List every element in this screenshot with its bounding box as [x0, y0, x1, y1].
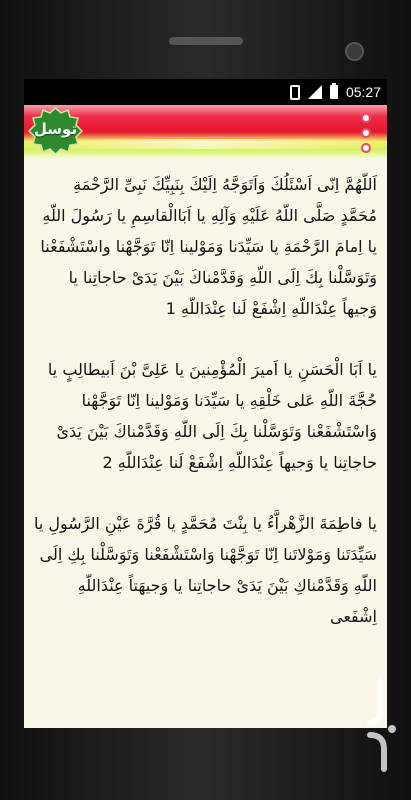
menu-dot-icon: [361, 113, 371, 123]
overflow-menu-button[interactable]: [359, 113, 373, 153]
vibrate-icon: [290, 85, 300, 100]
front-camera: [345, 42, 364, 61]
logo-text: توسل: [33, 120, 78, 138]
app-logo[interactable]: [28, 107, 83, 155]
bazaar-logo-icon: [360, 671, 400, 779]
battery-icon: [330, 85, 338, 99]
prayer-text-scroll[interactable]: [24, 159, 387, 728]
prayer-paragraph-3: یا فاطِمَةَ الزَّهْراَّءُ یا بِنْتَ مُحَمَّدٍ یا قُرَّةَ عَیْنِ الرَّسُولِ یا سَیِّدَتَنا وَمَوْلاتَنا اِنّا تَوَجَّهْنا وَاسْتَشْفَعْنا وَتَوَسَّلْنا بِكِ اِلَى اللّهِ وَقَدَّمْناكِ بَیْنَ یَدَیْ حاجاتِنا یا وَجیهَتاً عِنْدَاللّهِ اِشْفَعی: [33, 514, 377, 626]
prayer-paragraph-2: یا اَبَا الْحَسَنِ یا اَمیرَ الْمُؤْمِنینَ یا عَلِیَّ بْنَ اَبیطالِبٍ یا حُجَّةَ اللّهِ عَلى خَلْقِهِ یا سَیِّدَنا وَمَوْلینا اِنّا تَوَجَّهْنا وَاسْتَشْفَعْنا وَتَوَسَّلْنا بِكَ اِلَى اللّهِ وَقَدَّمْناكَ بَیْنَ یَدَیْ حاجاتِنا یا وَجیهاً عِنْدَاللّهِ اِشْفَعْ لَنا عِنْدَاللّهِ 2: [47, 360, 377, 472]
menu-dot-icon: [361, 143, 371, 153]
app-screen: [24, 79, 387, 728]
status-bar: [24, 79, 387, 105]
speaker-grille: [169, 37, 243, 45]
prayer-paragraph-1: اَللّهُمَّ اِنّی اَسْئَلُكَ وَاَتَوَجَّهُ اِلَیْكَ بِنَبِیِّكَ نَبِیِّ الرَّحْمَةِ مُحَمَّدٍ صَلَّى اللّهُ عَلَیْهِ وَآلِهِ یا اَبَاالْقاسِمِ یا رَسُولَ اللّهِ یا اِمامَ الرَّحْمَةِ یا سَیِّدَنا وَمَوْلینا اِنّا تَوَجَّهْنا واسْتَشْفَعْنا وَتَوَسَّلْنا بِكَ اِلَى اللّهِ وَقَدَّمْناكَ بَیْنَ یَدَیْ حاجاتِنا یا وَجیهاً عِنْدَاللّهِ اِشْفَعْ لَنا عِنْدَاللّهِ 1: [40, 175, 377, 318]
menu-dot-icon: [361, 128, 371, 138]
signal-icon: [308, 85, 322, 99]
status-icons: [290, 79, 381, 105]
status-clock: 05:27: [345, 84, 381, 100]
app-bar: [24, 105, 387, 159]
